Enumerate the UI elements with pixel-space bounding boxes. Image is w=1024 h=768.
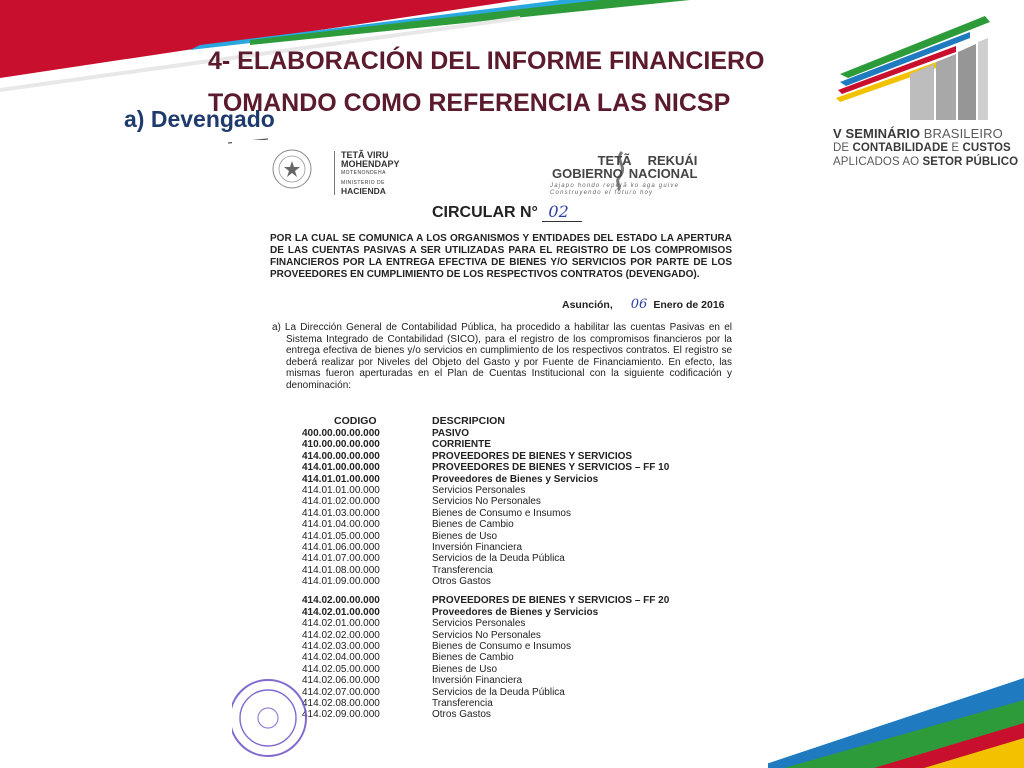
account-code: 414.02.01.00.000 xyxy=(302,606,380,618)
gobierno-slogan xyxy=(550,183,679,197)
account-description: Bienes de Cambio xyxy=(432,519,514,531)
account-description: Inversión Financiera xyxy=(432,541,523,553)
account-description: Proveedores de Bienes y Servicios xyxy=(432,606,599,618)
table-row xyxy=(302,428,752,439)
gobierno-nacional-text xyxy=(552,154,697,180)
table-row xyxy=(302,485,752,496)
seminar-line3-a: APLICADOS AO xyxy=(833,156,923,168)
table-row xyxy=(302,519,752,530)
account-description: Transferencia xyxy=(432,564,493,576)
account-description: Bienes de Consumo e Insumos xyxy=(432,641,571,653)
date-city: Asunción, xyxy=(562,299,613,311)
table-row xyxy=(302,595,752,606)
account-description: Inversión Financiera xyxy=(432,675,523,687)
account-description: Bienes de Uso xyxy=(432,663,498,675)
circular-heading xyxy=(432,202,582,222)
seminar-line2-a: DE xyxy=(833,142,853,154)
account-description: Servicios Personales xyxy=(432,618,526,630)
account-description: CORRIENTE xyxy=(432,439,491,451)
table-row xyxy=(302,630,752,641)
table-row xyxy=(302,531,752,542)
table-row xyxy=(302,474,752,485)
circular-number: 02 xyxy=(542,202,582,222)
letterhead-hacienda: HACIENDA xyxy=(341,186,386,196)
account-description: PROVEEDORES DE BIENES Y SERVICIOS xyxy=(432,450,633,462)
slide-subtitle: a) Devengado xyxy=(124,106,275,132)
gov-line1b: REKUÁI xyxy=(647,153,698,168)
gov-slogan-1: Jajapo hondo reperã ko ága guive xyxy=(550,183,680,189)
logo-step-3 xyxy=(958,44,976,120)
seal-star xyxy=(284,161,300,177)
account-code: 414.02.05.00.000 xyxy=(302,663,380,675)
stamp-inner-ring xyxy=(240,690,296,746)
date-day: 06 xyxy=(630,297,648,312)
table-row xyxy=(302,675,752,686)
seminar-line1-bold: V SEMINÁRIO xyxy=(833,126,921,141)
scanned-circular-document xyxy=(232,140,768,768)
account-description: Proveedores de Bienes y Servicios xyxy=(432,473,599,485)
account-description: Servicios de la Deuda Pública xyxy=(432,686,565,698)
account-code: 414.02.06.00.000 xyxy=(302,675,380,687)
account-code: 414.01.01.00.000 xyxy=(302,473,380,485)
account-code: 414.01.07.00.000 xyxy=(302,553,380,565)
table-row xyxy=(302,687,752,698)
account-description: Servicios de la Deuda Pública xyxy=(432,553,565,565)
header-descripcion: DESCRIPCION xyxy=(432,415,505,427)
paragraph-a xyxy=(272,322,732,392)
table-row xyxy=(302,542,752,553)
account-description: Bienes de Cambio xyxy=(432,652,514,664)
gov-line2b: NACIONAL xyxy=(628,166,698,181)
paragraph-text: La Dirección General de Contabilidad Pública, ha procedido a habilitar las cuentas Pasivas en el Sistema Integrado de Contabilidad (SICO), para el registro de los compromisos financieros por la entrega efectiva de bienes y/o servicios en cumplimiento de los respectivos contratos. El registro se deberá realizar por Niveles del Objeto del Gasto y por Fuente de Financiamiento. En efecto, las mismas fueron aperturadas en el Plan de Cuentas Institucional con la siguiente codificación y denominación: xyxy=(284,322,732,391)
account-code: 414.02.04.00.000 xyxy=(302,652,380,664)
gov-line2: GOBIERNO xyxy=(552,166,623,181)
table-row xyxy=(302,698,752,709)
gov-line1: TETÃ xyxy=(597,153,632,168)
table-row xyxy=(302,508,752,519)
table-row xyxy=(302,439,752,450)
account-code: 414.01.06.00.000 xyxy=(302,541,380,553)
letterhead-tetaviru-1: TETÃ VIRU xyxy=(341,150,389,160)
logo-step-4 xyxy=(978,38,988,120)
account-code: 414.01.09.00.000 xyxy=(302,576,380,588)
account-code: 414.01.04.00.000 xyxy=(302,519,380,531)
seminar-line1: BRASILEIRO xyxy=(920,126,1003,141)
seminar-line2-c: E xyxy=(948,142,963,154)
table-row xyxy=(302,576,752,587)
stamp-center xyxy=(258,708,278,728)
account-code: 414.02.09.00.000 xyxy=(302,709,380,721)
account-description: PROVEEDORES DE BIENES Y SERVICIOS – FF 10 xyxy=(432,462,670,474)
table-row xyxy=(302,618,752,629)
account-code: 400.00.00.00.000 xyxy=(302,428,380,439)
paraguay-seal-icon xyxy=(270,148,320,190)
table-row xyxy=(302,496,752,507)
logo-step-2 xyxy=(936,54,956,120)
seminar-logo-graphic xyxy=(830,16,1000,126)
date-rest: Enero de 2016 xyxy=(653,299,725,311)
account-code: 414.02.07.00.000 xyxy=(302,686,380,698)
account-code: 414.02.00.00.000 xyxy=(302,595,380,607)
paragraph-label: a) xyxy=(272,322,281,333)
account-description: Bienes de Uso xyxy=(432,530,498,542)
ministerio-letterhead xyxy=(334,151,400,195)
accounts-group-ff10 xyxy=(302,428,752,587)
account-description: PASIVO xyxy=(432,428,470,439)
account-code: 414.01.05.00.000 xyxy=(302,530,380,542)
title-line-2: TOMANDO COMO REFERENCIA LAS NICSP xyxy=(208,89,731,117)
account-code: 414.00.00.00.000 xyxy=(302,450,380,462)
account-code: 414.01.03.00.000 xyxy=(302,507,380,519)
seminar-line2-b: CONTABILIDADE xyxy=(852,142,949,154)
table-row xyxy=(302,709,752,720)
account-description: Servicios No Personales xyxy=(432,496,541,508)
account-description: PROVEEDORES DE BIENES Y SERVICIOS – FF 20 xyxy=(432,595,670,607)
account-code: 414.02.01.00.000 xyxy=(302,618,380,630)
account-code: 414.02.03.00.000 xyxy=(302,641,380,653)
letterhead-tetaviru-2: MOHENDAPY xyxy=(341,159,400,169)
account-code: 414.01.01.00.000 xyxy=(302,484,380,496)
account-code: 414.01.02.00.000 xyxy=(302,496,380,508)
stamp-outer-ring xyxy=(232,680,306,756)
table-row xyxy=(302,652,752,663)
title-line-1: 4- ELABORACIÓN DEL INFORME FINANCIERO xyxy=(208,47,765,75)
seminar-line2-d: CUSTOS xyxy=(962,142,1011,154)
circular-preamble: POR LA CUAL SE COMUNICA A LOS ORGANISMOS Y ENTIDADES DEL ESTADO LA APERTURA DE LAS CUENTAS PASIVAS A SER UTILIZADAS PARA EL REGISTRO DE LOS COMPROMISOS FINANCIEROS POR LA ENTREGA EFECTIVA DE BIENES Y/O SERVICIOS POR PARTE DE LOS PROVEEDORES EN CUMPLIMIENTO DE LOS RESPECTIVOS CONTRATOS (DEVENGADO). xyxy=(270,233,732,280)
table-row xyxy=(302,462,752,473)
accounts-table-body xyxy=(302,428,752,721)
account-description: Bienes de Consumo e Insumos xyxy=(432,507,571,519)
account-code: 414.01.08.00.000 xyxy=(302,564,380,576)
table-row xyxy=(302,565,752,576)
circular-label: CIRCULAR N° xyxy=(432,204,538,221)
account-code: 414.01.00.00.000 xyxy=(302,462,380,474)
gov-slogan-2: Construyendo el futuro hoy xyxy=(550,190,654,196)
group-gap xyxy=(302,587,752,595)
table-row xyxy=(302,607,752,618)
account-description: Otros Gastos xyxy=(432,709,491,721)
date-line xyxy=(562,297,725,312)
account-code: 414.02.08.00.000 xyxy=(302,697,380,709)
official-stamp-icon xyxy=(232,672,316,762)
letterhead-ministerio: MINISTERIO DE xyxy=(341,180,386,186)
account-code: 410.00.00.00.000 xyxy=(302,439,380,451)
table-row xyxy=(302,664,752,675)
header-codigo: CODIGO xyxy=(334,415,377,427)
seminar-line3-b: SETOR PÚBLICO xyxy=(922,156,1019,168)
table-row xyxy=(302,451,752,462)
account-description: Transferencia xyxy=(432,697,493,709)
accounts-group-ff20 xyxy=(302,595,752,720)
table-row xyxy=(302,553,752,564)
bottom-decorative-stripes xyxy=(724,678,1024,768)
letterhead-tetaviru-3: MOTENONDEHA xyxy=(341,170,386,176)
account-description: Otros Gastos xyxy=(432,576,491,588)
seminar-logo-text xyxy=(833,127,1023,169)
account-description: Servicios No Personales xyxy=(432,629,541,641)
account-code: 414.02.02.00.000 xyxy=(302,629,380,641)
table-row xyxy=(302,641,752,652)
account-description: Servicios Personales xyxy=(432,484,526,496)
slide-title xyxy=(208,40,828,124)
